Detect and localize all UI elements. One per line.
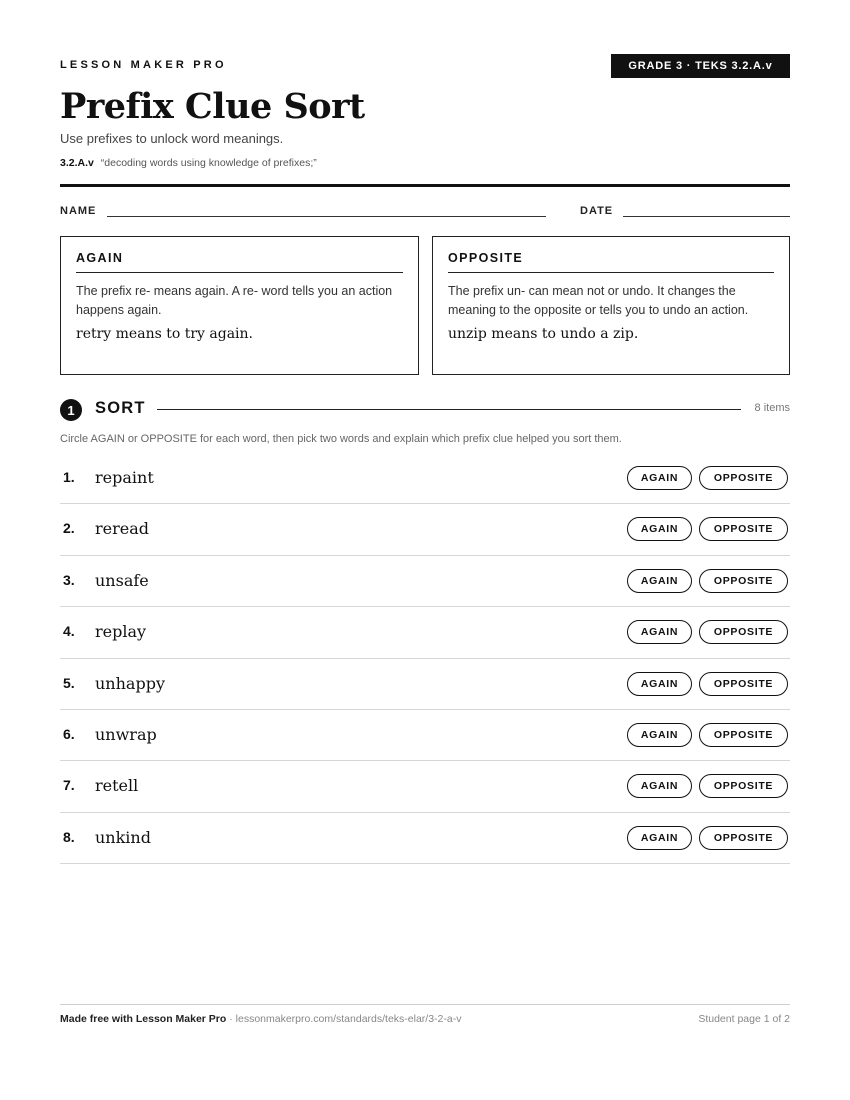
name-label: NAME bbox=[60, 205, 97, 217]
item-number: 3. bbox=[63, 571, 75, 588]
opposite-clue-card bbox=[432, 236, 790, 375]
section-number-badge: 1 bbox=[60, 399, 82, 421]
footer-page-number: Student page 1 of 2 bbox=[698, 1013, 790, 1025]
item-word: unhappy bbox=[95, 673, 165, 693]
date-label: DATE bbox=[580, 205, 614, 217]
worksheet-page bbox=[60, 0, 790, 1100]
footer-url: · lessonmakerpro.com/standards/teks-elar/3-2-a-v bbox=[226, 1013, 462, 1025]
again-choice-button[interactable]: AGAIN bbox=[627, 517, 692, 541]
opposite-choice-button[interactable]: OPPOSITE bbox=[699, 569, 788, 593]
item-number: 6. bbox=[63, 725, 75, 742]
card-title: AGAIN bbox=[76, 251, 403, 273]
card-example: unzip means to undo a zip. bbox=[448, 326, 639, 342]
standard-text: “decoding words using knowledge of prefixes;” bbox=[100, 157, 317, 169]
again-choice-button[interactable]: AGAIN bbox=[627, 620, 692, 644]
item-word: replay bbox=[95, 622, 147, 642]
item-number: 2. bbox=[63, 520, 75, 537]
item-word: unwrap bbox=[95, 724, 157, 744]
list-item bbox=[60, 607, 790, 658]
list-item bbox=[60, 813, 790, 864]
grade-standard-badge: GRADE 3 · TEKS 3.2.A.v bbox=[611, 54, 790, 78]
footer-credit bbox=[60, 1013, 461, 1025]
list-item bbox=[60, 710, 790, 761]
opposite-choice-button[interactable]: OPPOSITE bbox=[699, 774, 788, 798]
again-choice-button[interactable]: AGAIN bbox=[627, 466, 692, 490]
list-item bbox=[60, 761, 790, 812]
list-item bbox=[60, 659, 790, 710]
section-title: SORT bbox=[95, 399, 146, 417]
item-word: retell bbox=[95, 776, 139, 796]
footer-divider bbox=[60, 1004, 790, 1005]
name-field[interactable] bbox=[107, 216, 546, 217]
again-choice-button[interactable]: AGAIN bbox=[627, 774, 692, 798]
again-choice-button[interactable]: AGAIN bbox=[627, 672, 692, 696]
footer-brand: Made free with Lesson Maker Pro bbox=[60, 1013, 227, 1025]
item-number: 1. bbox=[63, 469, 75, 485]
item-count: 8 items bbox=[754, 402, 790, 414]
section-divider bbox=[157, 409, 741, 410]
opposite-choice-button[interactable]: OPPOSITE bbox=[699, 672, 788, 696]
list-item bbox=[60, 504, 790, 555]
again-choice-button[interactable]: AGAIN bbox=[627, 569, 692, 593]
opposite-choice-button[interactable]: OPPOSITE bbox=[699, 723, 788, 747]
header-divider bbox=[60, 184, 790, 187]
item-word: unsafe bbox=[95, 570, 149, 590]
date-field[interactable] bbox=[623, 216, 790, 217]
opposite-choice-button[interactable]: OPPOSITE bbox=[699, 826, 788, 850]
instructions: Circle AGAIN or OPPOSITE for each word, then pick two words and explain which prefix clue helped you sort them. bbox=[60, 433, 622, 445]
item-word: unkind bbox=[95, 827, 151, 847]
item-word: reread bbox=[95, 519, 150, 539]
name-date-row bbox=[60, 205, 790, 221]
again-choice-button[interactable]: AGAIN bbox=[627, 826, 692, 850]
card-body: The prefix re- means again. A re- word tells you an action happens again. bbox=[76, 284, 393, 317]
item-word: repaint bbox=[95, 468, 154, 487]
item-number: 8. bbox=[63, 828, 75, 845]
card-example: retry means to try again. bbox=[76, 326, 253, 342]
brand-name: LESSON MAKER PRO bbox=[60, 59, 227, 71]
standard-line bbox=[60, 157, 317, 169]
list-item bbox=[60, 556, 790, 607]
again-choice-button[interactable]: AGAIN bbox=[627, 723, 692, 747]
opposite-choice-button[interactable]: OPPOSITE bbox=[699, 620, 788, 644]
item-number: 5. bbox=[63, 674, 75, 691]
list-item bbox=[60, 453, 790, 504]
section-header bbox=[60, 398, 790, 422]
word-list bbox=[60, 453, 790, 864]
again-clue-card bbox=[60, 236, 419, 375]
page-title: Prefix Clue Sort bbox=[60, 86, 365, 127]
item-number: 4. bbox=[63, 623, 75, 640]
item-number: 7. bbox=[63, 777, 75, 794]
card-body: The prefix un- can mean not or undo. It changes the meaning to the opposite or tells you to undo an action. bbox=[448, 284, 749, 317]
page-subtitle: Use prefixes to unlock word meanings. bbox=[60, 131, 284, 146]
card-title: OPPOSITE bbox=[448, 251, 774, 273]
opposite-choice-button[interactable]: OPPOSITE bbox=[699, 466, 788, 490]
opposite-choice-button[interactable]: OPPOSITE bbox=[699, 517, 788, 541]
standard-code: 3.2.A.v bbox=[60, 157, 94, 169]
